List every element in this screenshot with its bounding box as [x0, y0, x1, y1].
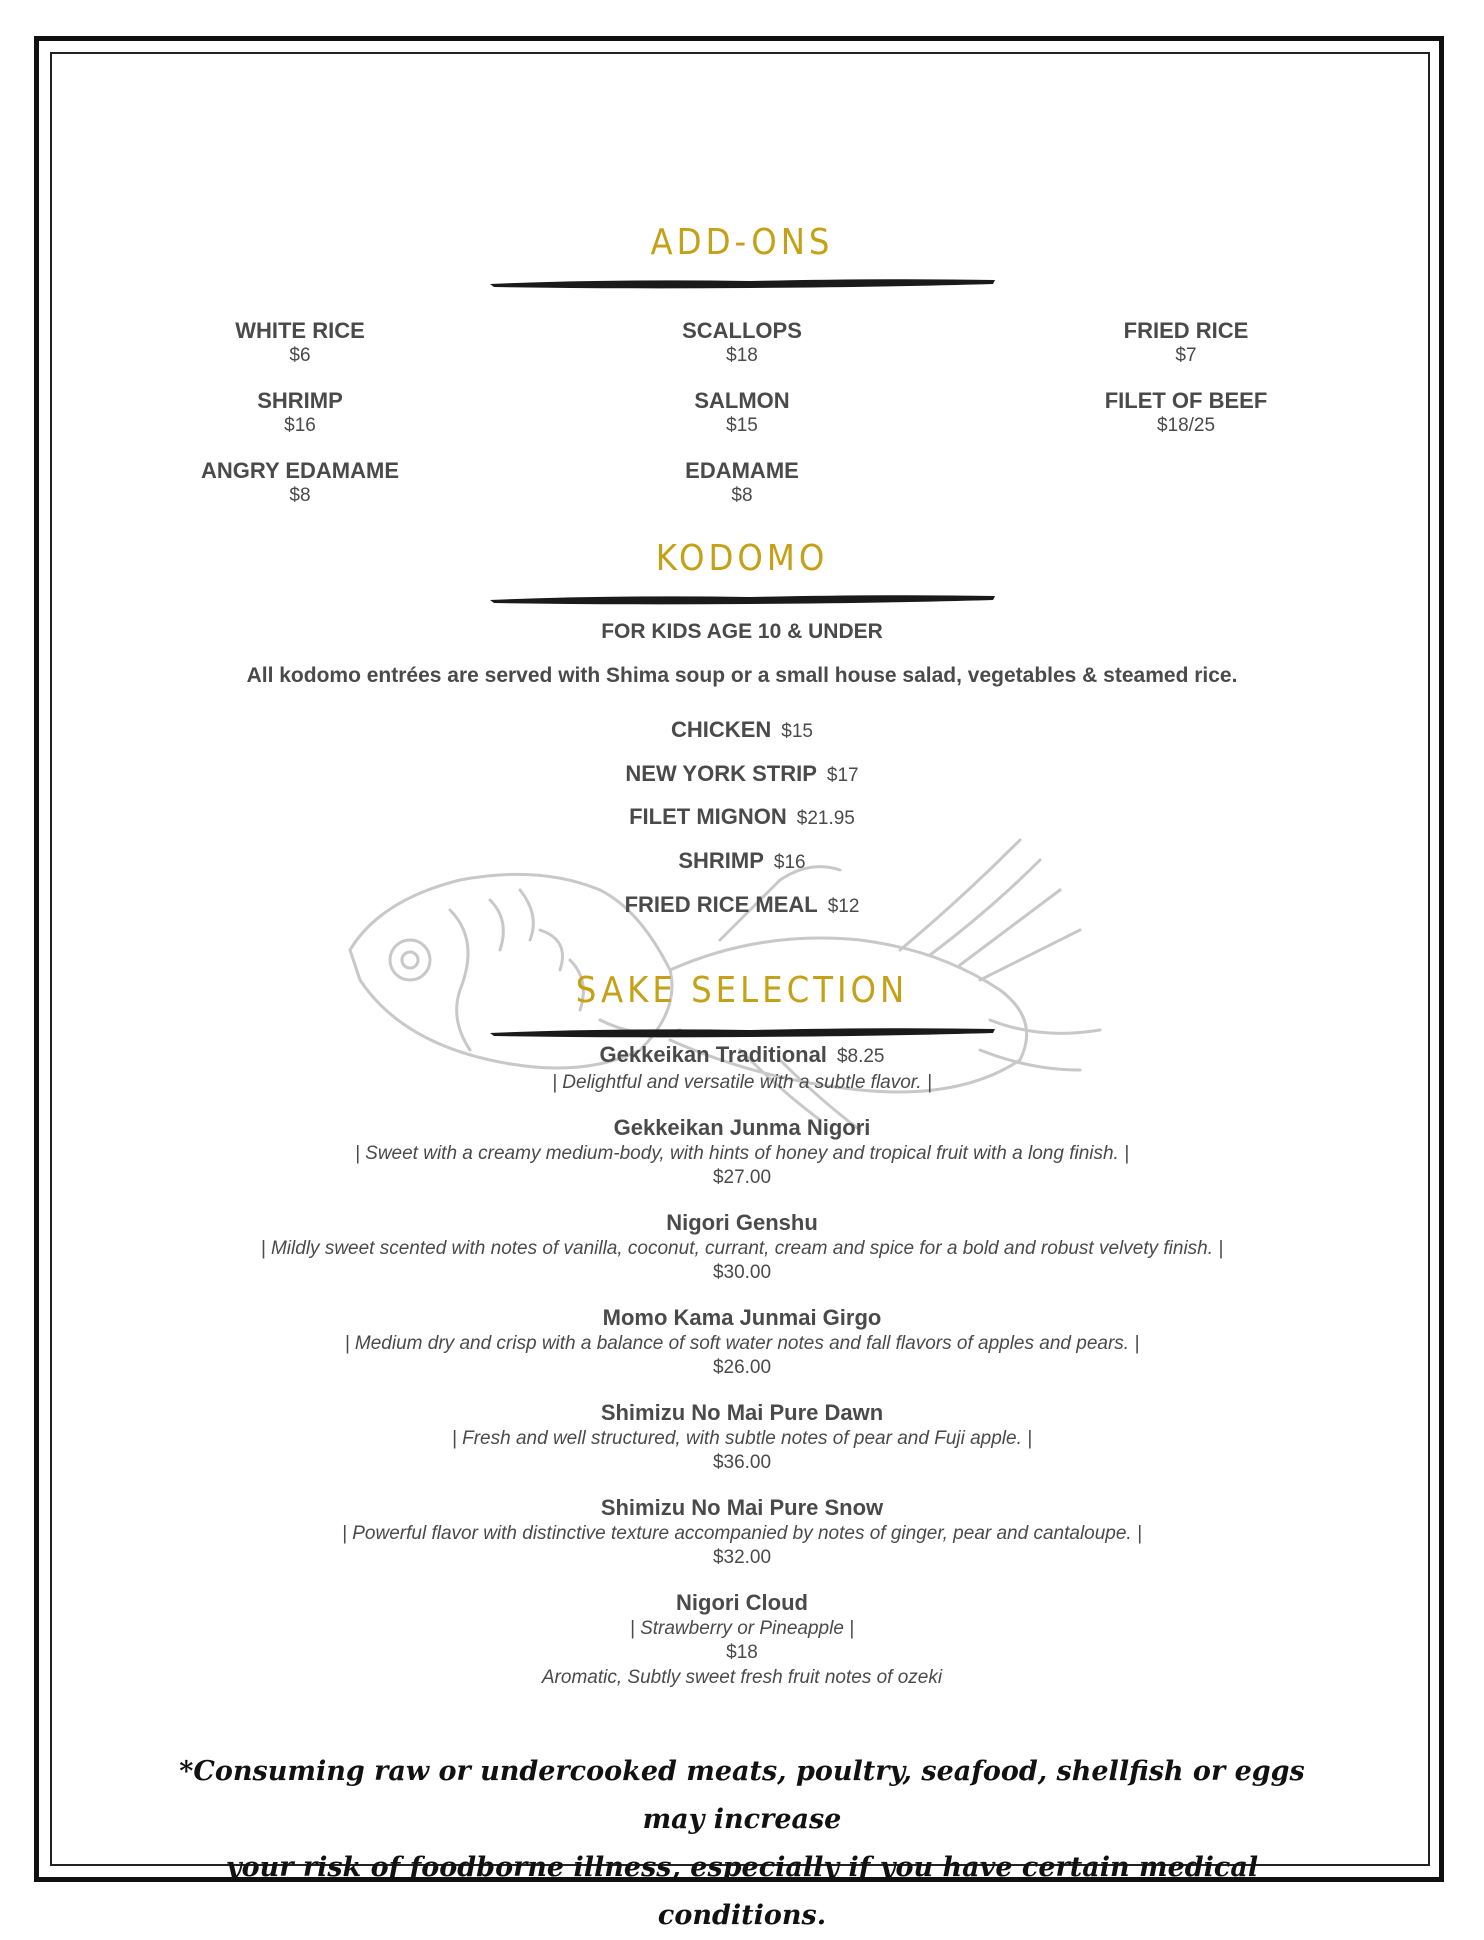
item-name: FRIED RICE MEAL: [624, 892, 818, 917]
sake-item: [0, 1495, 1484, 1570]
sake-price: $30.00: [712, 1262, 772, 1283]
sake-note: Aromatic, Subtly sweet fresh fruit notes of ozeki: [541, 1667, 943, 1688]
item-price: $8: [289, 485, 311, 506]
item-name: SHRIMP: [678, 848, 764, 873]
item-price: $15: [726, 415, 758, 436]
kodomo-item: [0, 804, 1484, 832]
sake-description: | Medium dry and crisp with a balance of soft water notes and fall flavors of apples and pears. |: [344, 1333, 1140, 1354]
kodomo-item: [0, 892, 1484, 920]
menu-item: [532, 458, 952, 508]
item-price: $16: [773, 852, 806, 873]
brush-stroke-divider: [490, 275, 995, 291]
sake-name: Gekkeikan Junma Nigori: [613, 1115, 871, 1140]
sake-name: Shimizu No Mai Pure Snow: [600, 1495, 884, 1520]
brush-stroke-divider: [490, 1024, 995, 1040]
item-name: WHITE RICE: [235, 318, 365, 343]
item-name: ANGRY EDAMAME: [200, 458, 399, 483]
item-price: $8: [731, 485, 753, 506]
sake-item: [0, 1305, 1484, 1380]
menu-item: [90, 318, 510, 368]
sake-item: [0, 1400, 1484, 1475]
item-price: $7: [1175, 345, 1197, 366]
sake-price: $27.00: [712, 1167, 772, 1188]
sake-description: | Delightful and versatile with a subtle flavor. |: [552, 1072, 932, 1093]
sake-name: Nigori Cloud: [676, 1590, 808, 1615]
menu-item: [976, 388, 1396, 438]
item-price: $18/25: [1156, 415, 1216, 436]
item-name: NEW YORK STRIP: [625, 761, 817, 786]
addons-heading: ADD-ONS: [650, 222, 834, 263]
disclaimer-line-1: *Consuming raw or undercooked meats, poultry, seafood, shellfish or eggs may increase: [179, 1756, 1305, 1835]
menu-item: [976, 318, 1396, 368]
kodomo-heading: KODOMO: [655, 538, 829, 579]
item-price: $21.95: [796, 808, 855, 829]
kodomo-item: [0, 761, 1484, 789]
sake-item: [0, 1590, 1484, 1690]
menu-item: [90, 458, 510, 508]
sake-item: [0, 1042, 1484, 1095]
kodomo-note: All kodomo entrées are served with Shima soup or a small house salad, vegetables & steamed rice.: [246, 664, 1238, 687]
item-name: CHICKEN: [671, 717, 772, 742]
kodomo-item: [0, 717, 1484, 745]
item-name: SCALLOPS: [682, 318, 802, 343]
kodomo-subheading: FOR KIDS AGE 10 & UNDER: [601, 620, 883, 643]
sake-name: Shimizu No Mai Pure Dawn: [600, 1400, 884, 1425]
item-price: $15: [781, 721, 813, 742]
sake-list: [0, 1042, 1484, 1710]
sake-price: $36.00: [712, 1452, 772, 1473]
item-name: SHRIMP: [257, 388, 343, 413]
menu-item: [90, 388, 510, 438]
item-price: $18: [726, 345, 758, 366]
sake-price: $26.00: [712, 1357, 772, 1378]
item-price: $17: [826, 765, 859, 786]
sake-item: [0, 1115, 1484, 1190]
disclaimer: [150, 1748, 1334, 1940]
sake-name: Gekkeikan Traditional: [599, 1042, 827, 1067]
disclaimer-line-2: your risk of foodborne illness, especially if you have certain medical conditions.: [225, 1852, 1259, 1931]
addons-column-3: [976, 318, 1396, 458]
sake-price: $32.00: [712, 1547, 772, 1568]
sake-price: $18: [726, 1642, 758, 1663]
brush-stroke-divider: [490, 591, 995, 607]
item-name: FILET MIGNON: [629, 804, 787, 829]
sake-description: | Sweet with a creamy medium-body, with hints of honey and tropical fruit with a long finish. |: [354, 1143, 1130, 1164]
item-name: FRIED RICE: [1123, 318, 1249, 343]
sake-description: | Powerful flavor with distinctive texture accompanied by notes of ginger, pear and cantaloupe. |: [342, 1523, 1142, 1544]
addons-column-2: [532, 318, 952, 528]
sake-description: | Fresh and well structured, with subtle notes of pear and Fuji apple. |: [451, 1428, 1033, 1449]
sake-heading: SAKE SELECTION: [575, 970, 909, 1011]
addons-column-1: [90, 318, 510, 528]
menu-item: [532, 318, 952, 368]
sake-name: Nigori Genshu: [666, 1210, 818, 1235]
item-name: FILET OF BEEF: [1104, 388, 1268, 413]
item-price: $6: [289, 345, 311, 366]
item-name: SALMON: [694, 388, 790, 413]
sake-price: $8.25: [836, 1046, 885, 1067]
sake-description: | Mildly sweet scented with notes of vanilla, coconut, currant, cream and spice for a bold and robust velvety finish. |: [260, 1238, 1224, 1259]
sake-item: [0, 1210, 1484, 1285]
sake-description: | Strawberry or Pineapple |: [629, 1618, 855, 1639]
item-price: $16: [284, 415, 316, 436]
sake-name: Momo Kama Junmai Girgo: [602, 1305, 882, 1330]
kodomo-item: [0, 848, 1484, 876]
menu-item: [532, 388, 952, 438]
item-name: EDAMAME: [685, 458, 799, 483]
item-price: $12: [827, 896, 860, 917]
